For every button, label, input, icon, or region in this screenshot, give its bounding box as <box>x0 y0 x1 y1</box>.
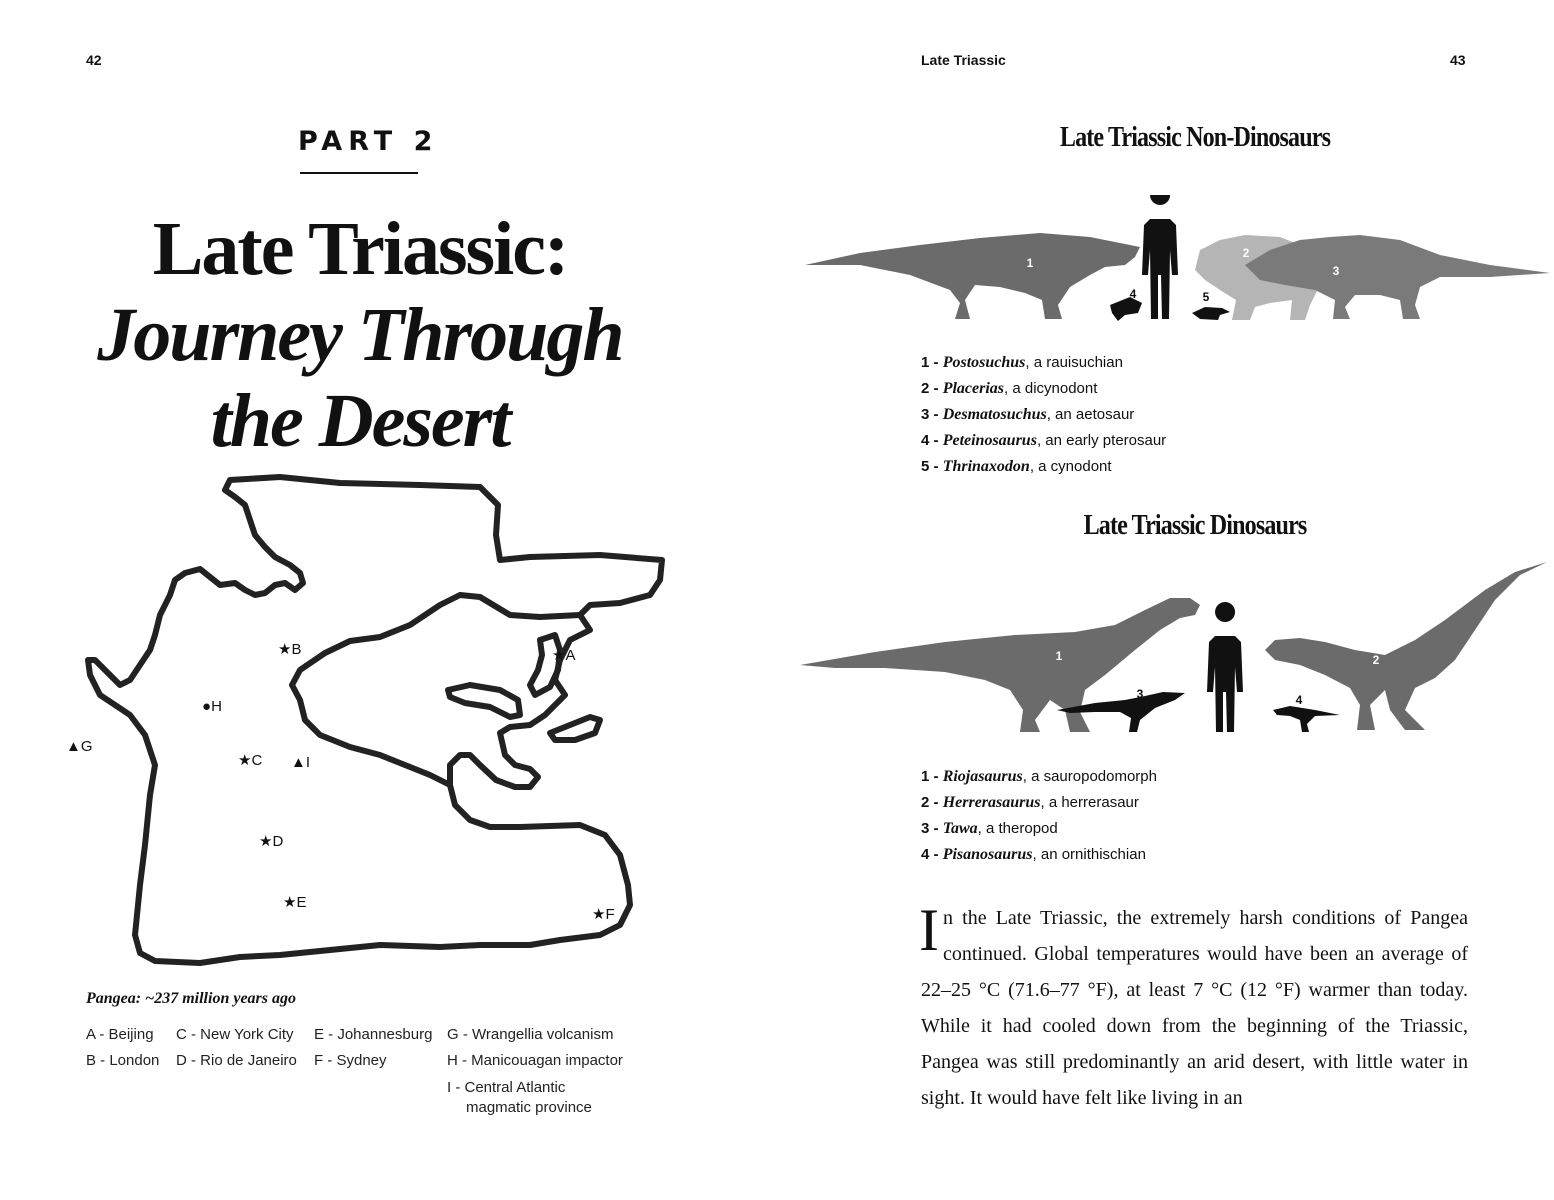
non-dino-figure-label-5: 5 <box>1202 290 1210 304</box>
human-silhouette <box>1207 602 1243 732</box>
dino-figure-label-4: 4 <box>1295 693 1303 707</box>
map-marker-d: ★D <box>259 833 284 850</box>
map-key-a: A - Beijing <box>86 1026 154 1043</box>
list-item: 4 - Pisanosaurus, an ornithischian <box>921 846 1146 863</box>
map-marker-h: ●H <box>202 698 222 715</box>
dino-figure-label-2: 2 <box>1372 653 1380 667</box>
triangle-icon: ▲ <box>291 754 306 771</box>
map-key-b: B - London <box>86 1052 160 1069</box>
map-caption: Pangea: ~237 million years ago <box>86 990 296 1007</box>
chapter-title-line2: Journey Through <box>97 293 623 377</box>
star-icon: ★ <box>552 647 566 664</box>
island-middle <box>448 685 520 717</box>
drop-cap: I <box>919 897 939 963</box>
non-dino-figure-label-4: 4 <box>1129 287 1137 301</box>
map-key-c: C - New York City <box>176 1026 294 1043</box>
map-key-h: H - Manicouagan impactor <box>447 1052 623 1069</box>
star-icon: ★ <box>238 752 252 769</box>
map-key-i-line1: I - Central Atlantic <box>447 1079 566 1096</box>
map-key-i-line2: magmatic province <box>466 1099 592 1116</box>
body-paragraph: n the Late Triassic, the extremely harsh conditions of Pangea continued. Global temperatures would have been an average of 22–25 °C (71.6–77 °F), at least 7 °C (12 °F) warmer than today. While it had cooled down from the beginning of the Triassic, Pangea was still predominantly an arid desert, with little water in sight. It would have felt like living in an <box>921 907 1468 1109</box>
pisanosaurus-silhouette <box>1273 706 1340 732</box>
heading-non-dinosaurs: Late Triassic Non-Dinosaurs <box>1059 122 1331 153</box>
list-item: 3 - Tawa, a theropod <box>921 820 1058 837</box>
non-dino-figure-label-2: 2 <box>1242 246 1250 260</box>
desmatosuchus-silhouette <box>1242 235 1550 319</box>
dot-icon: ● <box>202 698 212 715</box>
herrerasaurus-silhouette <box>1265 562 1547 730</box>
map-marker-b: ★B <box>278 641 302 658</box>
dinosaur-silhouettes <box>795 560 1554 740</box>
map-marker-c: ★C <box>238 752 263 769</box>
heading-dinosaurs: Late Triassic Dinosaurs <box>1083 510 1307 541</box>
dino-figure-label-3: 3 <box>1136 687 1144 701</box>
non-dino-figure-label-1: 1 <box>1026 256 1034 270</box>
human-silhouette <box>1142 195 1178 319</box>
map-marker-a: ★A <box>552 647 576 664</box>
running-head: Late Triassic <box>921 52 1006 68</box>
map-marker-e: ★E <box>283 894 307 911</box>
pangea-map <box>60 465 680 985</box>
star-icon: ★ <box>592 906 606 923</box>
map-key-f: F - Sydney <box>314 1052 387 1069</box>
map-key-e: E - Johannesburg <box>314 1026 433 1043</box>
part-underline <box>300 172 418 174</box>
list-item: 1 - Riojasaurus, a sauropodomorph <box>921 768 1157 785</box>
list-item: 2 - Placerias, a dicynodont <box>921 380 1098 397</box>
list-item: 4 - Peteinosaurus, an early pterosaur <box>921 432 1167 449</box>
island-small <box>550 717 600 740</box>
tethys-inner-coast <box>292 595 580 785</box>
star-icon: ★ <box>278 641 292 658</box>
page-number-right: 43 <box>1450 52 1466 68</box>
peteinosaurus-silhouette <box>1110 297 1142 321</box>
list-item: 2 - Herrerasaurus, a herrerasaur <box>921 794 1139 811</box>
dino-figure-label-1: 1 <box>1055 649 1063 663</box>
non-dinosaur-silhouettes <box>800 195 1554 330</box>
non-dino-legend <box>921 350 1166 480</box>
list-item: 1 - Postosuchus, a rauisuchian <box>921 354 1123 371</box>
postosuchus-silhouette <box>805 233 1140 319</box>
non-dino-figure-label-3: 3 <box>1332 264 1340 278</box>
body-text <box>919 897 1468 1116</box>
map-key-g: G - Wrangellia volcanism <box>447 1026 614 1043</box>
list-item: 5 - Thrinaxodon, a cynodont <box>921 458 1112 475</box>
map-marker-i: ▲I <box>291 754 311 771</box>
chapter-title-line1: Late Triassic: <box>152 207 568 291</box>
star-icon: ★ <box>259 833 273 850</box>
star-icon: ★ <box>283 894 297 911</box>
map-key-d: D - Rio de Janeiro <box>176 1052 297 1069</box>
map-marker-f: ★F <box>592 906 615 923</box>
list-item: 3 - Desmatosuchus, an aetosaur <box>921 406 1135 423</box>
triangle-icon: ▲ <box>66 738 81 755</box>
thrinaxodon-silhouette <box>1192 307 1230 320</box>
part-label: PART 2 <box>298 126 439 157</box>
chapter-title-line3: the Desert <box>210 379 510 463</box>
map-marker-g: ▲G <box>66 738 93 755</box>
dino-legend <box>921 764 1157 868</box>
page-number-left: 42 <box>86 52 102 68</box>
